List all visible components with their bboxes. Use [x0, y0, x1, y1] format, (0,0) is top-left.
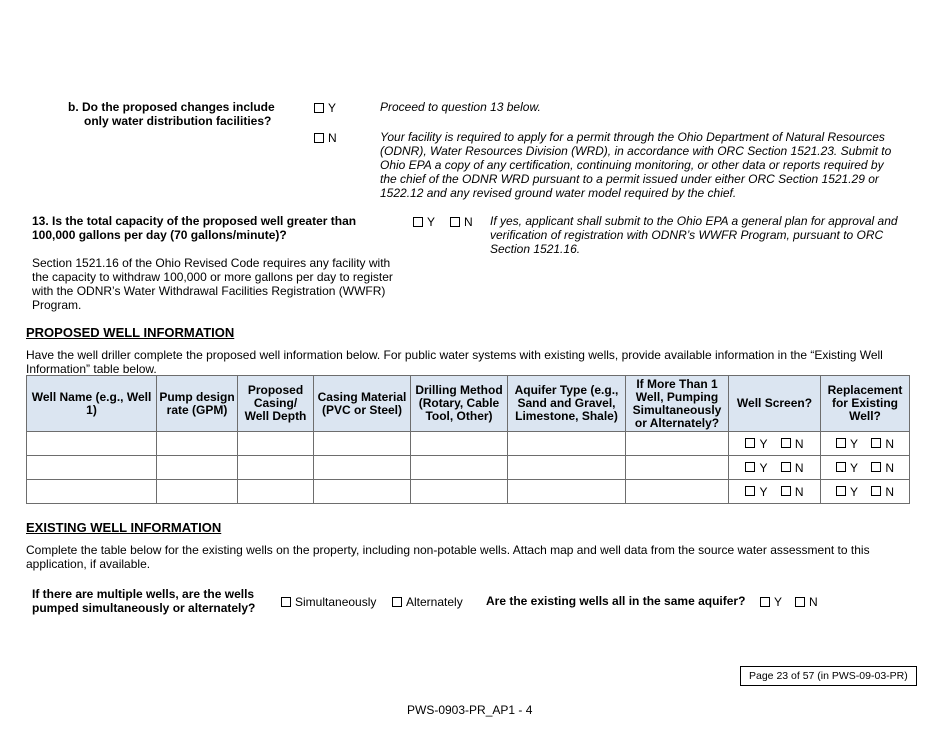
col-drilling-method: Drilling Method (Rotary, Cable Tool, Other) [411, 376, 508, 432]
casing-depth-cell[interactable] [238, 432, 314, 456]
q13-no-checkbox[interactable] [450, 215, 473, 229]
col-casing-material: Casing Material (PVC or Steel) [314, 376, 411, 432]
replacement-no-checkbox[interactable] [871, 485, 894, 499]
pumping-mode-cell[interactable] [626, 480, 729, 504]
checkbox-label: N [794, 484, 804, 499]
replacement-cell [821, 432, 910, 456]
proposed-well-table [26, 375, 910, 504]
pump-rate-cell[interactable] [157, 456, 238, 480]
q12b-yes-instruction: Proceed to question 13 below. [380, 100, 541, 114]
table-row [27, 456, 910, 480]
checkbox-square-icon [871, 438, 881, 448]
col-aquifer-type: Aquifer Type (e.g., Sand and Gravel, Limestone, Shale) [508, 376, 626, 432]
replacement-cell [821, 480, 910, 504]
alternately-checkbox[interactable] [392, 595, 463, 609]
col-well-name: Well Name (e.g., Well 1) [27, 376, 157, 432]
well-name-cell[interactable] [27, 480, 157, 504]
drilling-method-cell[interactable] [411, 432, 508, 456]
col-pumping-mode: If More Than 1 Well, Pumping Simultaneously or Alternately? [626, 376, 729, 432]
aquifer-type-cell[interactable] [508, 480, 626, 504]
proposed-well-intro: Have the well driller complete the proposed well information below. For public water systems with existing wells, provide available information in the “Existing Well Information” table below. [26, 348, 883, 376]
checkbox-square-icon [795, 597, 805, 607]
checkbox-square-icon [413, 217, 423, 227]
q13-instruction: If yes, applicant shall submit to the Ohio EPA a general plan for approval and verification of registration with ODNR’s WWFR Program, pursuant to ORC Section 1521.16. [490, 214, 898, 256]
checkbox-square-icon [760, 597, 770, 607]
col-pump-design-rate: Pump design rate (GPM) [157, 376, 238, 432]
pump-rate-cell[interactable] [157, 480, 238, 504]
checkbox-square-icon [871, 486, 881, 496]
col-casing-depth: Proposed Casing/ Well Depth [238, 376, 314, 432]
pump-rate-cell[interactable] [157, 432, 238, 456]
col-well-screen: Well Screen? [729, 376, 821, 432]
q13-question: 13. Is the total capacity of the proposed well greater than 100,000 gallons per day (70 gallons/minute)? [32, 214, 357, 242]
checkbox-square-icon [281, 597, 291, 607]
checkbox-square-icon [836, 438, 846, 448]
checkbox-square-icon [314, 133, 324, 143]
checkbox-label: Y [774, 595, 783, 609]
same-aquifer-question: Are the existing wells all in the same aquifer? [486, 594, 746, 608]
checkbox-label: Y [849, 436, 858, 451]
same-aquifer-no-checkbox[interactable] [795, 595, 818, 609]
q13-note: Section 1521.16 of the Ohio Revised Code requires any facility with the capacity to withdraw 100,000 or more gallons per day to register with the ODNR’s Water Withdrawal Facilities Registration (WWFR) Program. [32, 256, 393, 312]
checkbox-square-icon [871, 462, 881, 472]
checkbox-label: N [794, 436, 804, 451]
aquifer-type-cell[interactable] [508, 432, 626, 456]
drilling-method-cell[interactable] [411, 480, 508, 504]
q12b-no-checkbox[interactable] [314, 131, 337, 145]
checkbox-square-icon [745, 486, 755, 496]
checkbox-label: N [464, 215, 473, 229]
checkbox-label: Alternately [406, 595, 463, 609]
checkbox-label: N [885, 436, 895, 451]
casing-depth-cell[interactable] [238, 480, 314, 504]
q12b-question: b. Do the proposed changes include only water distribution facilities? [68, 100, 275, 128]
checkbox-square-icon [392, 597, 402, 607]
checkbox-square-icon [745, 438, 755, 448]
document-id-footer: PWS-0903-PR_AP1 - 4 [407, 703, 533, 717]
well-screen-yes-checkbox[interactable] [745, 461, 767, 475]
well-screen-cell [729, 456, 821, 480]
checkbox-label: Simultaneously [295, 595, 377, 609]
table-header-row [27, 376, 910, 432]
table-row [27, 480, 910, 504]
checkbox-label: Y [759, 436, 768, 451]
aquifer-type-cell[interactable] [508, 456, 626, 480]
checkbox-label: N [328, 131, 337, 145]
well-screen-no-checkbox[interactable] [781, 485, 804, 499]
existing-well-heading: EXISTING WELL INFORMATION [26, 520, 222, 535]
well-name-cell[interactable] [27, 456, 157, 480]
casing-material-cell[interactable] [314, 480, 411, 504]
well-screen-yes-checkbox[interactable] [745, 437, 767, 451]
existing-well-intro: Complete the table below for the existing wells on the property, including non-potable wells. Attach map and well data from the source water assessment to this application, if available. [26, 543, 870, 571]
checkbox-square-icon [836, 462, 846, 472]
replacement-yes-checkbox[interactable] [836, 461, 858, 475]
q13-yes-checkbox[interactable] [413, 215, 435, 229]
table-row [27, 432, 910, 456]
casing-material-cell[interactable] [314, 432, 411, 456]
well-screen-no-checkbox[interactable] [781, 461, 804, 475]
replacement-yes-checkbox[interactable] [836, 437, 858, 451]
simultaneously-checkbox[interactable] [281, 595, 376, 609]
pumping-mode-cell[interactable] [626, 456, 729, 480]
checkbox-square-icon [745, 462, 755, 472]
drilling-method-cell[interactable] [411, 456, 508, 480]
well-screen-cell [729, 480, 821, 504]
casing-material-cell[interactable] [314, 456, 411, 480]
checkbox-square-icon [314, 103, 324, 113]
replacement-cell [821, 456, 910, 480]
checkbox-label: Y [849, 484, 858, 499]
checkbox-label: N [809, 595, 818, 609]
checkbox-label: Y [759, 460, 768, 475]
checkbox-label: N [794, 460, 804, 475]
casing-depth-cell[interactable] [238, 456, 314, 480]
well-screen-cell [729, 432, 821, 456]
checkbox-label: Y [849, 460, 858, 475]
checkbox-label: N [885, 484, 895, 499]
well-screen-no-checkbox[interactable] [781, 437, 804, 451]
checkbox-label: Y [427, 215, 436, 229]
well-screen-yes-checkbox[interactable] [745, 485, 767, 499]
checkbox-label: Y [328, 101, 337, 115]
pumping-mode-cell[interactable] [626, 432, 729, 456]
page-number-box: Page 23 of 57 (in PWS-09-03-PR) [740, 666, 917, 686]
replacement-yes-checkbox[interactable] [836, 485, 858, 499]
q12b-no-instruction: Your facility is required to apply for a permit through the Ohio Department of Natural Resources (ODNR), Water Resources Division (WRD), in accordance with ORC Section 1521.23. Submit to Ohio EPA a copy of any certification, continuing monitoring, or other data or reports required by the chief of the ODNR WRD pursuant to a permit issued under either ORC Section 1521.29 or 1522.12 and any revised ground water model required by the chief. [380, 130, 892, 200]
well-name-cell[interactable] [27, 432, 157, 456]
checkbox-square-icon [781, 438, 791, 448]
checkbox-square-icon [836, 486, 846, 496]
same-aquifer-yes-checkbox[interactable] [760, 595, 782, 609]
checkbox-label: Y [759, 484, 768, 499]
multi-wells-question: If there are multiple wells, are the wells pumped simultaneously or alternately? [32, 587, 256, 615]
replacement-no-checkbox[interactable] [871, 437, 894, 451]
checkbox-square-icon [450, 217, 460, 227]
proposed-well-heading: PROPOSED WELL INFORMATION [26, 325, 235, 340]
checkbox-square-icon [781, 486, 791, 496]
replacement-no-checkbox[interactable] [871, 461, 894, 475]
checkbox-label: N [885, 460, 895, 475]
checkbox-square-icon [781, 462, 791, 472]
q12b-yes-checkbox[interactable] [314, 101, 336, 115]
col-replacement: Replacement for Existing Well? [821, 376, 910, 432]
